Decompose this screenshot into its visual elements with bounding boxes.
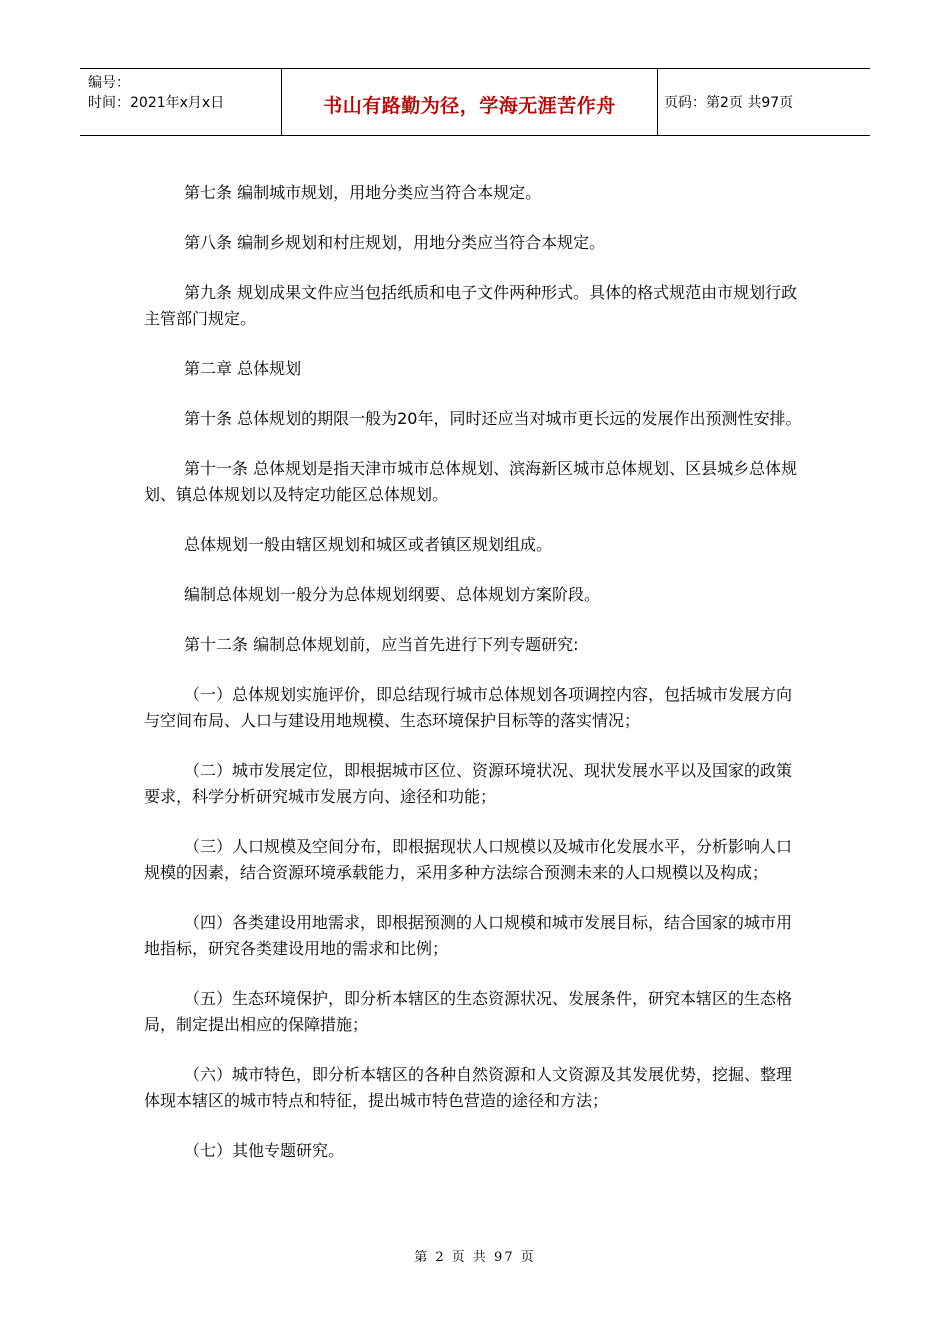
list-item: （一）总体规划实施评价，即总结现行城市总体规划各项调控内容，包括城市发展方向与空间布局、人口与建设用地规模、生态环境保护目标等的落实情况； bbox=[144, 685, 793, 730]
paragraph: 编制总体规划一般分为总体规划纲要、总体规划方案阶段。 bbox=[184, 585, 601, 604]
date-label: 时间：2021年x月x日 bbox=[88, 95, 225, 111]
code-label: 编号： bbox=[88, 75, 130, 91]
list-item: （三）人口规模及空间分布，即根据现状人口规模以及城市化发展水平，分析影响人口规模的因素，结合资源环境承载能力，采用多种方法综合预测未来的人口规模以及构成； bbox=[144, 837, 793, 882]
paragraph: 第八条 编制乡规划和村庄规划，用地分类应当符合本规定。 bbox=[184, 233, 606, 252]
list-item: （五）生态环境保护，即分析本辖区的生态资源状况、发展条件，研究本辖区的生态格局，制定提出相应的保障措施； bbox=[144, 989, 793, 1034]
paragraph: 第七条 编制城市规划，用地分类应当符合本规定。 bbox=[184, 183, 542, 202]
document-body bbox=[144, 180, 806, 1188]
list-item: （七）其他专题研究。 bbox=[184, 1141, 345, 1160]
header-page-label: 页码：第2页 共97页 bbox=[664, 95, 794, 111]
page-footer: 第 2 页 共 97 页 bbox=[414, 1250, 536, 1265]
paragraph: 第十条 总体规划的期限一般为20年，同时还应当对城市更长远的发展作出预测性安排。 bbox=[184, 409, 802, 428]
paragraph: 第九条 规划成果文件应当包括纸质和电子文件两种形式。具体的格式规范由市规划行政主管部门规定。 bbox=[144, 283, 798, 328]
list-item: （六）城市特色，即分析本辖区的各种自然资源和人文资源及其发展优势，挖掘、整理体现本辖区的城市特点和特征，提出城市特色营造的途径和方法； bbox=[144, 1065, 793, 1110]
paragraph: 第十一条 总体规划是指天津市城市总体规划、滨海新区城市总体规划、区县城乡总体规划、镇总体规划以及特定功能区总体规划。 bbox=[144, 459, 798, 504]
document-header bbox=[80, 68, 870, 136]
list-item: （四）各类建设用地需求，即根据预测的人口规模和城市发展目标，结合国家的城市用地指标，研究各类建设用地的需求和比例； bbox=[144, 913, 793, 958]
header-meta bbox=[80, 69, 282, 135]
chapter-heading: 第二章 总体规划 bbox=[184, 359, 302, 378]
header-motto: 书山有路勤为径，学海无涯苦作舟 bbox=[282, 69, 658, 135]
paragraph: 第十二条 编制总体规划前，应当首先进行下列专题研究: bbox=[184, 635, 579, 654]
list-item: （二）城市发展定位，即根据城市区位、资源环境状况、现状发展水平以及国家的政策要求，科学分析研究城市发展方向、途径和功能； bbox=[144, 761, 793, 806]
paragraph: 总体规划一般由辖区规划和城区或者镇区规划组成。 bbox=[184, 535, 553, 554]
